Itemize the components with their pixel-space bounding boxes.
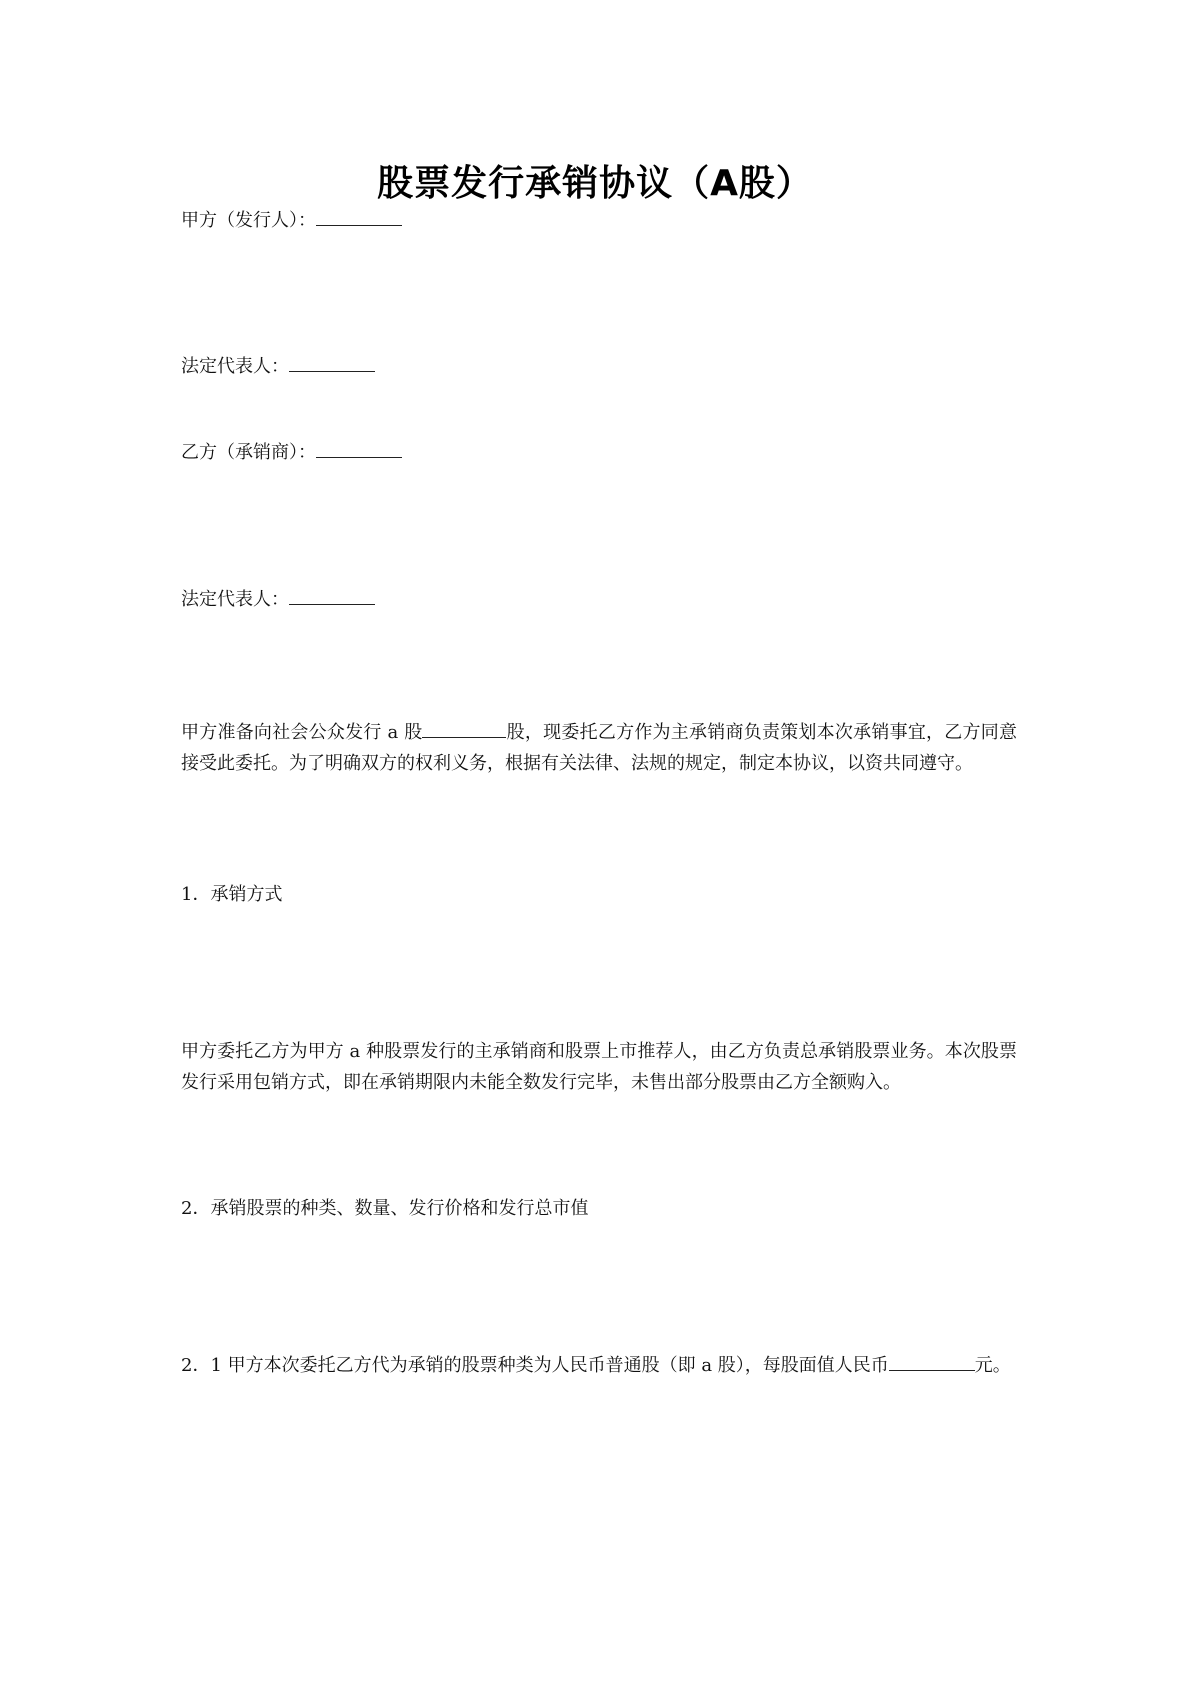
party-b-line (181, 437, 1017, 468)
clause-2-1-unit: 元。 (974, 1355, 1011, 1376)
party-b-rep-blank[interactable] (289, 584, 375, 605)
clause-2-1 (181, 1350, 1017, 1381)
party-a-rep-line (181, 351, 1017, 382)
party-a-rep-label: 法定代表人： (181, 356, 289, 377)
party-b-blank[interactable] (316, 437, 402, 458)
intro-paragraph (181, 717, 1017, 779)
intro-text-2: 股，现委托乙方作为主承销商负责策划本次承销事宜，乙方同意接受此委托。为了明确双方的权利义务，根据有关法律、法规的规定，制定本协议，以资共同遵守。 (181, 722, 1017, 774)
section-1-heading: 1．承销方式 (181, 884, 283, 905)
intro-text-1: 甲方准备向社会公众发行 a 股 (181, 722, 423, 743)
document-title: 股票发行承销协议（A股） (377, 163, 813, 204)
party-a-blank[interactable] (316, 205, 402, 226)
clause-2-1-text: 2．1 甲方本次委托乙方代为承销的股票种类为人民币普通股（即 a 股），每股面值人民币 (181, 1355, 889, 1376)
share-count-blank[interactable] (422, 717, 506, 738)
section-1-body: 甲方委托乙方为甲方 a 种股票发行的主承销商和股票上市推荐人，由乙方负责总承销股票业务。本次股票发行采用包销方式，即在承销期限内未能全数发行完毕，未售出部分股票由乙方全额购入。 (181, 1041, 1017, 1093)
party-a-rep-blank[interactable] (289, 351, 375, 372)
party-b-rep-line (181, 584, 1017, 615)
par-value-blank[interactable] (889, 1350, 975, 1371)
party-b-rep-label: 法定代表人： (181, 589, 289, 610)
party-a-line (181, 205, 1017, 236)
party-a-label: 甲方（发行人）： (181, 210, 316, 231)
section-2-heading: 2．承销股票的种类、数量、发行价格和发行总市值 (181, 1198, 589, 1219)
party-b-label: 乙方（承销商）： (181, 442, 316, 463)
